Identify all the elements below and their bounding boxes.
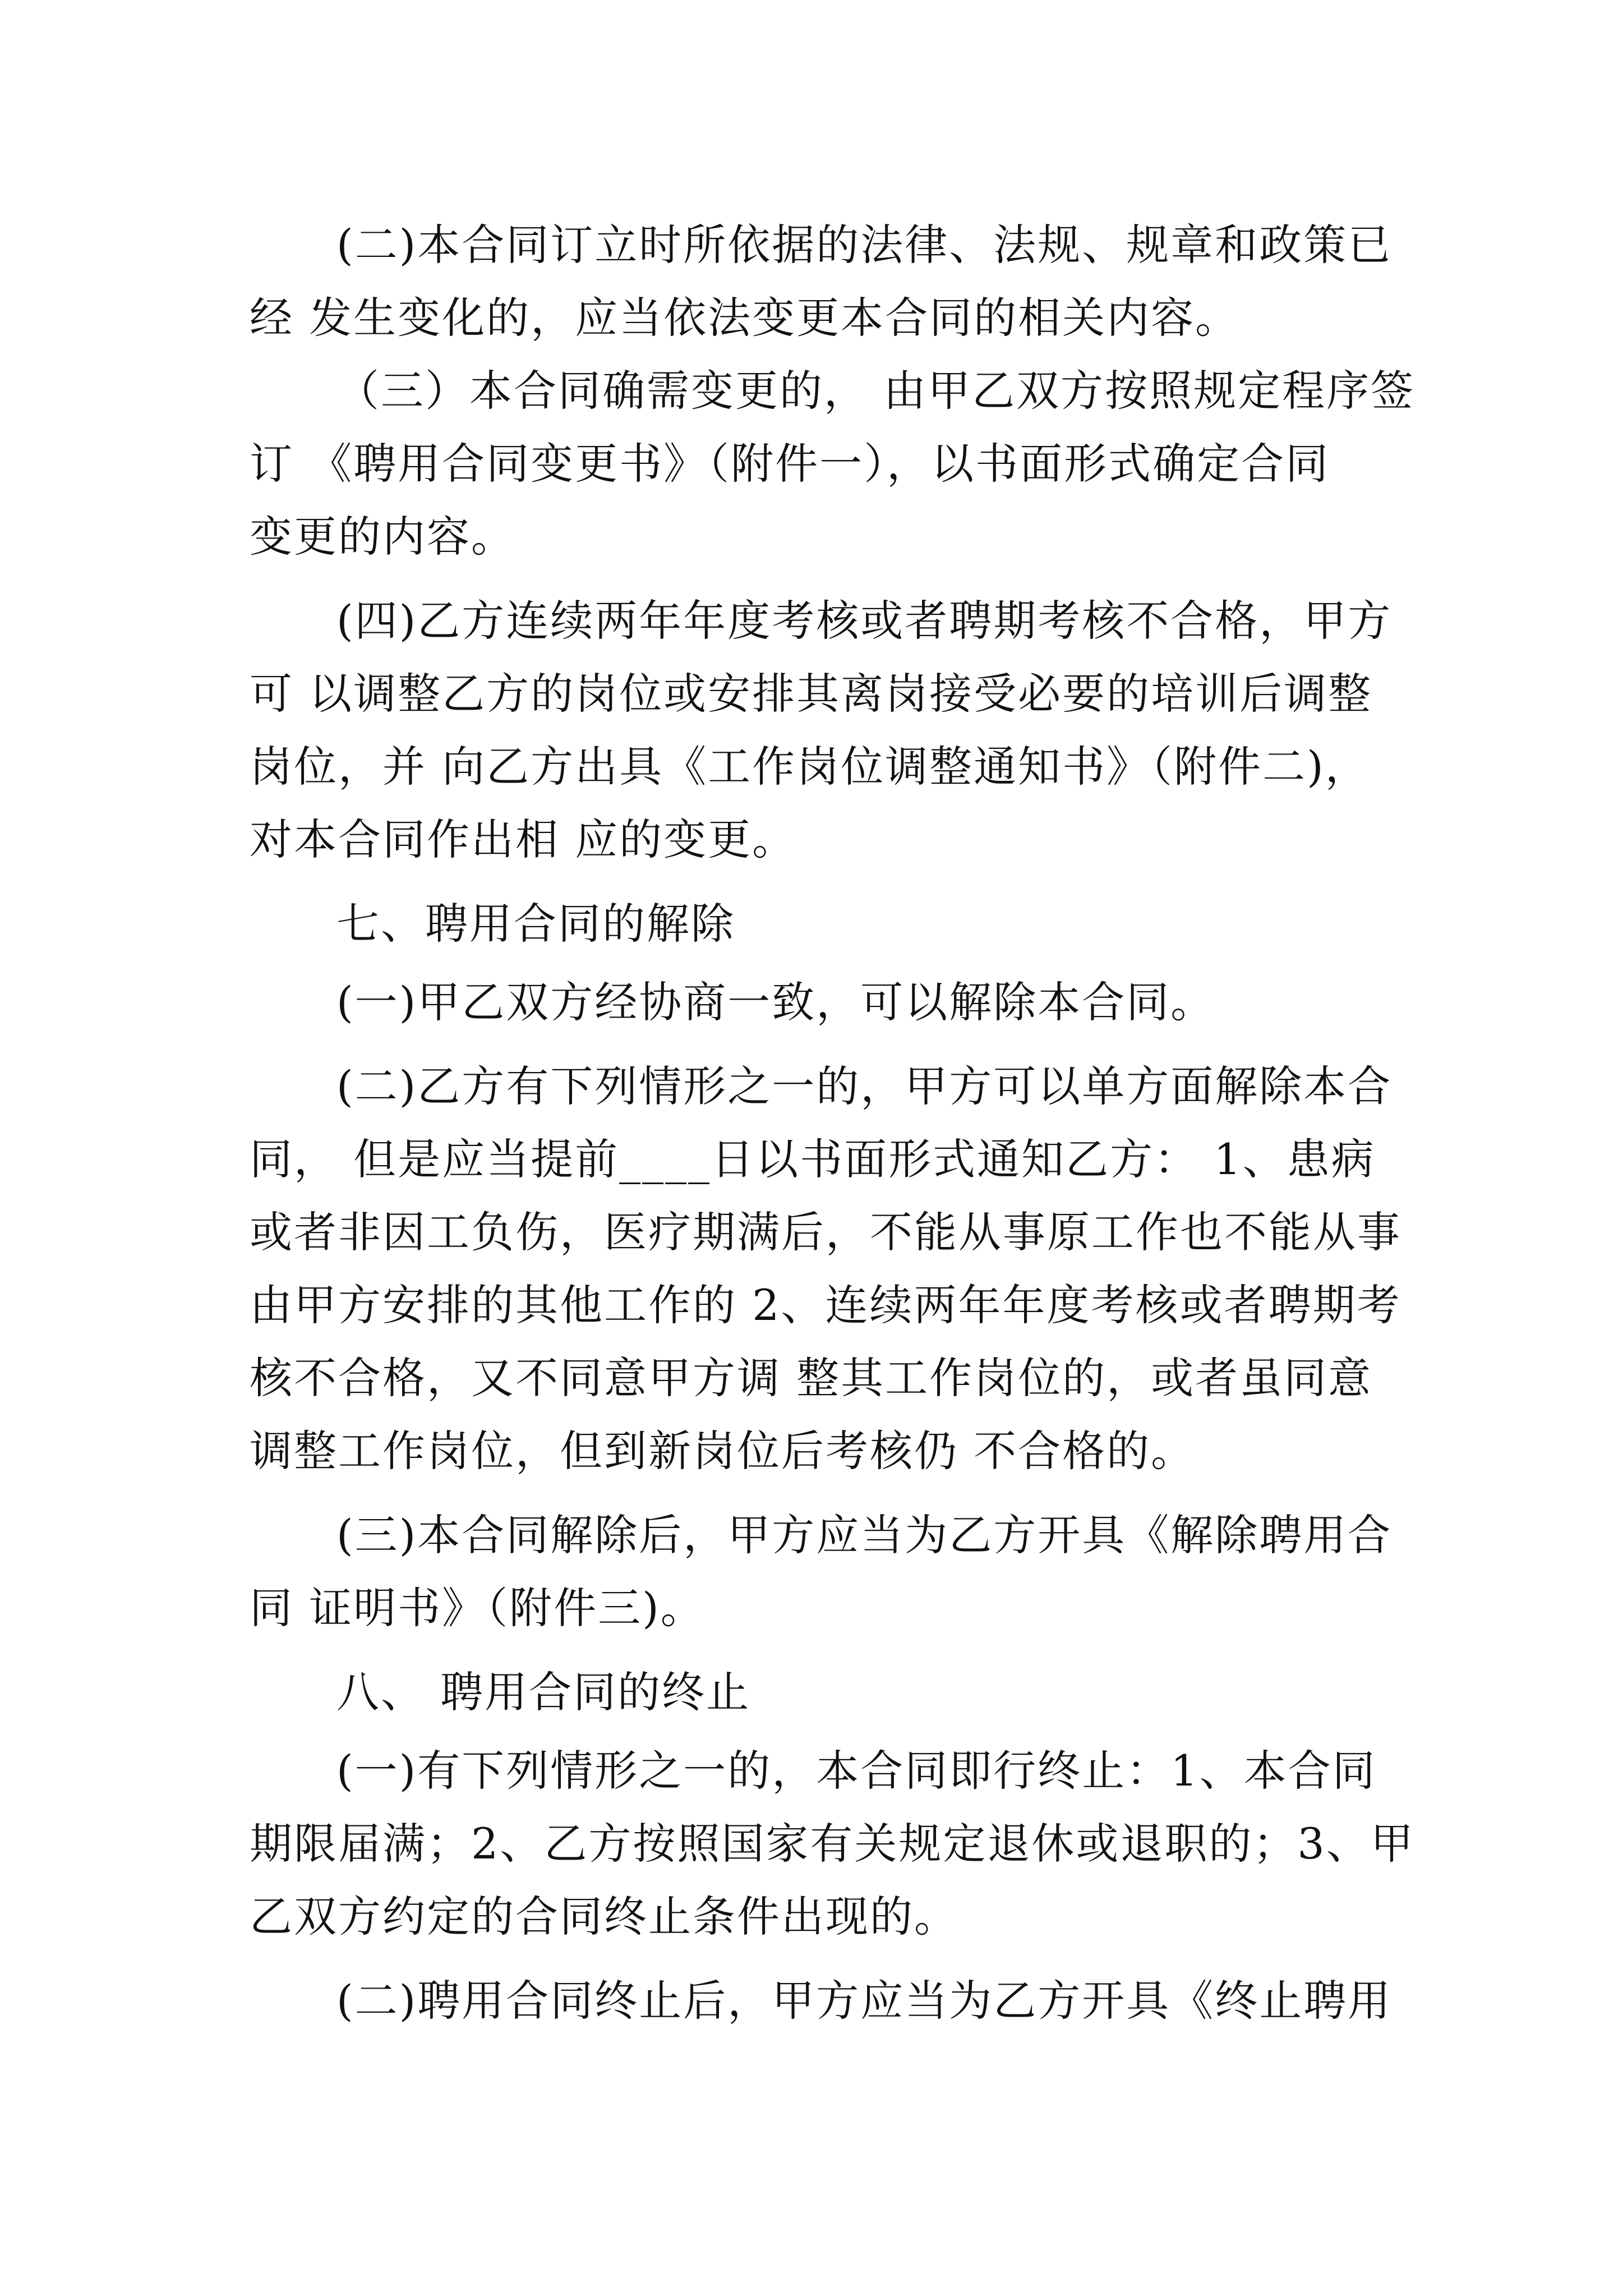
text-line: 期限届满；2、乙方按照国家有关规定退休或退职的；3、甲 <box>250 1819 1415 1869</box>
text-line: 可 以调整乙方的岗位或安排其离岗接受必要的培训后调整 <box>250 669 1373 719</box>
text-line: （三）本合同确需变更的， 由甲乙双方按照规定程序签 <box>336 366 1415 416</box>
text-line: 调整工作岗位，但到新岗位后考核仍 不合格的。 <box>250 1426 1196 1476</box>
text-line: 变更的内容。 <box>250 512 515 562</box>
text-line: 对本合同作出相 应的变更。 <box>250 815 797 864</box>
text-line: (二)聘用合同终止后，甲方应当为乙方开具《终止聘用 <box>336 1976 1393 2026</box>
text-line: (三)本合同解除后，甲方应当为乙方开具《解除聘用合 <box>336 1510 1393 1560</box>
text-line: 或者非因工负伤，医疗期满后，不能从事原工作也不能从事 <box>250 1207 1401 1257</box>
text-line: (二)本合同订立时所依据的法律、法规、规章和政策已 <box>336 220 1393 270</box>
text-line: (二)乙方有下列情形之一的，甲方可以单方面解除本合 <box>336 1061 1393 1111</box>
text-line: 岗位，并 向乙方出具《工作岗位调整通知书》（附件二)， <box>250 742 1370 792</box>
text-line: 乙双方约定的合同终止条件出现的。 <box>250 1892 958 1941</box>
text-line: (一)甲乙双方经协商一致，可以解除本合同。 <box>336 977 1215 1027</box>
text-line: 同 证明书》（附件三)。 <box>250 1583 705 1633</box>
text-line: 核不合格，又不同意甲方调 整其工作岗位的，或者虽同意 <box>250 1353 1373 1403</box>
text-line: 订 《聘用合同变更书》（附件一），以书面形式确定合同 <box>250 439 1330 489</box>
text-line: 经 发生变化的，应当依法变更本合同的相关内容。 <box>250 293 1240 343</box>
section-heading: 七、聘用合同的解除 <box>336 899 735 949</box>
section-heading: 八、 聘用合同的终止 <box>336 1667 751 1717</box>
text-line: (一)有下列情形之一的，本合同即行终止：1、本合同 <box>336 1746 1377 1796</box>
text-line: 由甲方安排的其他工作的 2、连续两年年度考核或者聘期考 <box>250 1280 1401 1330</box>
text-line: (四)乙方连续两年年度考核或者聘期考核不合格，甲方 <box>336 596 1393 646</box>
text-line: 同， 但是应当提前____日以书面形式通知乙方： 1、患病 <box>250 1134 1376 1184</box>
